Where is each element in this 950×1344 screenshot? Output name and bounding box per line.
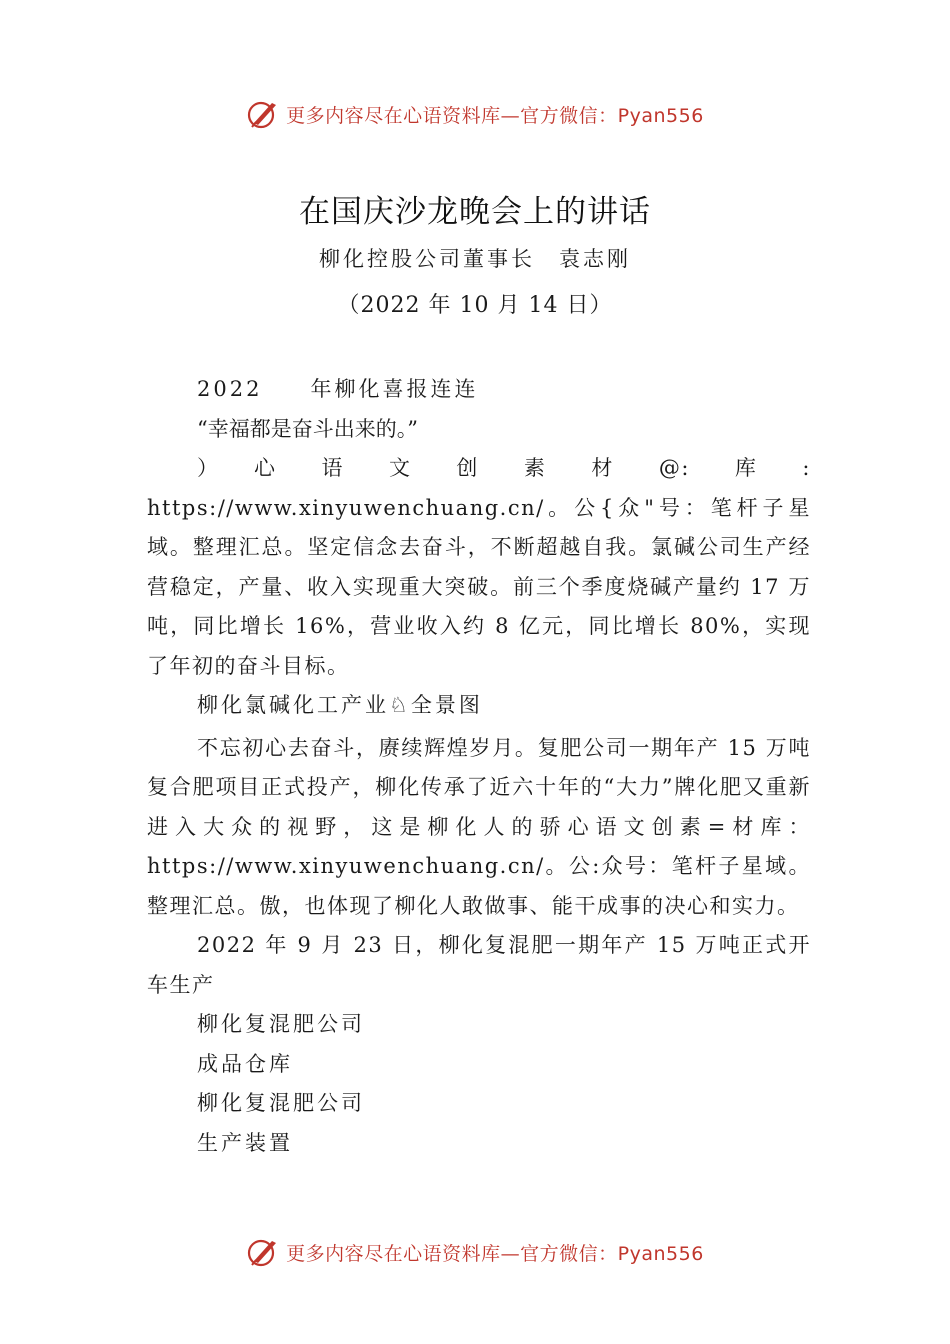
banner-account: Pyan556	[617, 1242, 704, 1265]
document-title: 在国庆沙龙晚会上的讲话	[299, 194, 651, 230]
paragraph: 生产装置	[197, 1130, 293, 1155]
document-body	[147, 370, 834, 1163]
footer-banner	[0, 1232, 950, 1272]
banner-text: 更多内容尽在心语资料库—官方微信：Pyan556	[286, 1242, 704, 1265]
paragraph: 2022 年 9 月 23 日，柳化复混肥一期年产 15 万吨正式开车生产	[147, 933, 811, 997]
document-date: （2022 年 10 月 14 日）	[337, 293, 613, 318]
paragraph: 2022 年柳化喜报连连	[197, 377, 479, 401]
paragraph: 柳化复混肥公司	[197, 1012, 365, 1036]
paragraph: 成品仓库	[197, 1051, 293, 1076]
paragraph: 柳化氯碱化工产业♘全景图	[197, 693, 483, 717]
header-banner	[0, 94, 950, 134]
quill-pen-icon	[246, 97, 280, 131]
quill-pen-icon	[246, 1235, 280, 1269]
banner-text: 更多内容尽在心语资料库—官方微信：Pyan556	[286, 104, 704, 127]
paragraph: 不忘初心去奋斗，赓续辉煌岁月。复肥公司一期年产 15 万吨复合肥项目正式投产，柳化传承了近六十年的“大力”牌化肥又重新进入大众的视野，这是柳化人的骄心语文创素=材库：https://www.xinyuwenchuang.cn/。公:众号：笔杆子星域。整理汇总。傲，也体现了柳化人敢做事、能干成事的决心和实力。	[147, 735, 811, 918]
document-subtitle: 柳化控股公司董事长 袁志刚	[319, 247, 631, 271]
paragraph: 柳化复混肥公司	[197, 1091, 365, 1115]
paragraph: “幸福都是奋斗出来的。”	[197, 416, 418, 441]
banner-account: Pyan556	[617, 104, 704, 127]
paragraph: ） 心 语 文 创 素 材 @: 库 : https://www.xinyuwenchuang.cn/。公{众"号：笔杆子星域。整理汇总。坚定信念去奋斗，不断超越自我。氯碱公司生产经营稳定，产量、收入实现重大突破。前三个季度烧碱产量约 17 万吨，同比增长 16%，营业收入约 8 亿元，同比增长 80%，实现了年初的奋斗目标。	[147, 456, 834, 678]
